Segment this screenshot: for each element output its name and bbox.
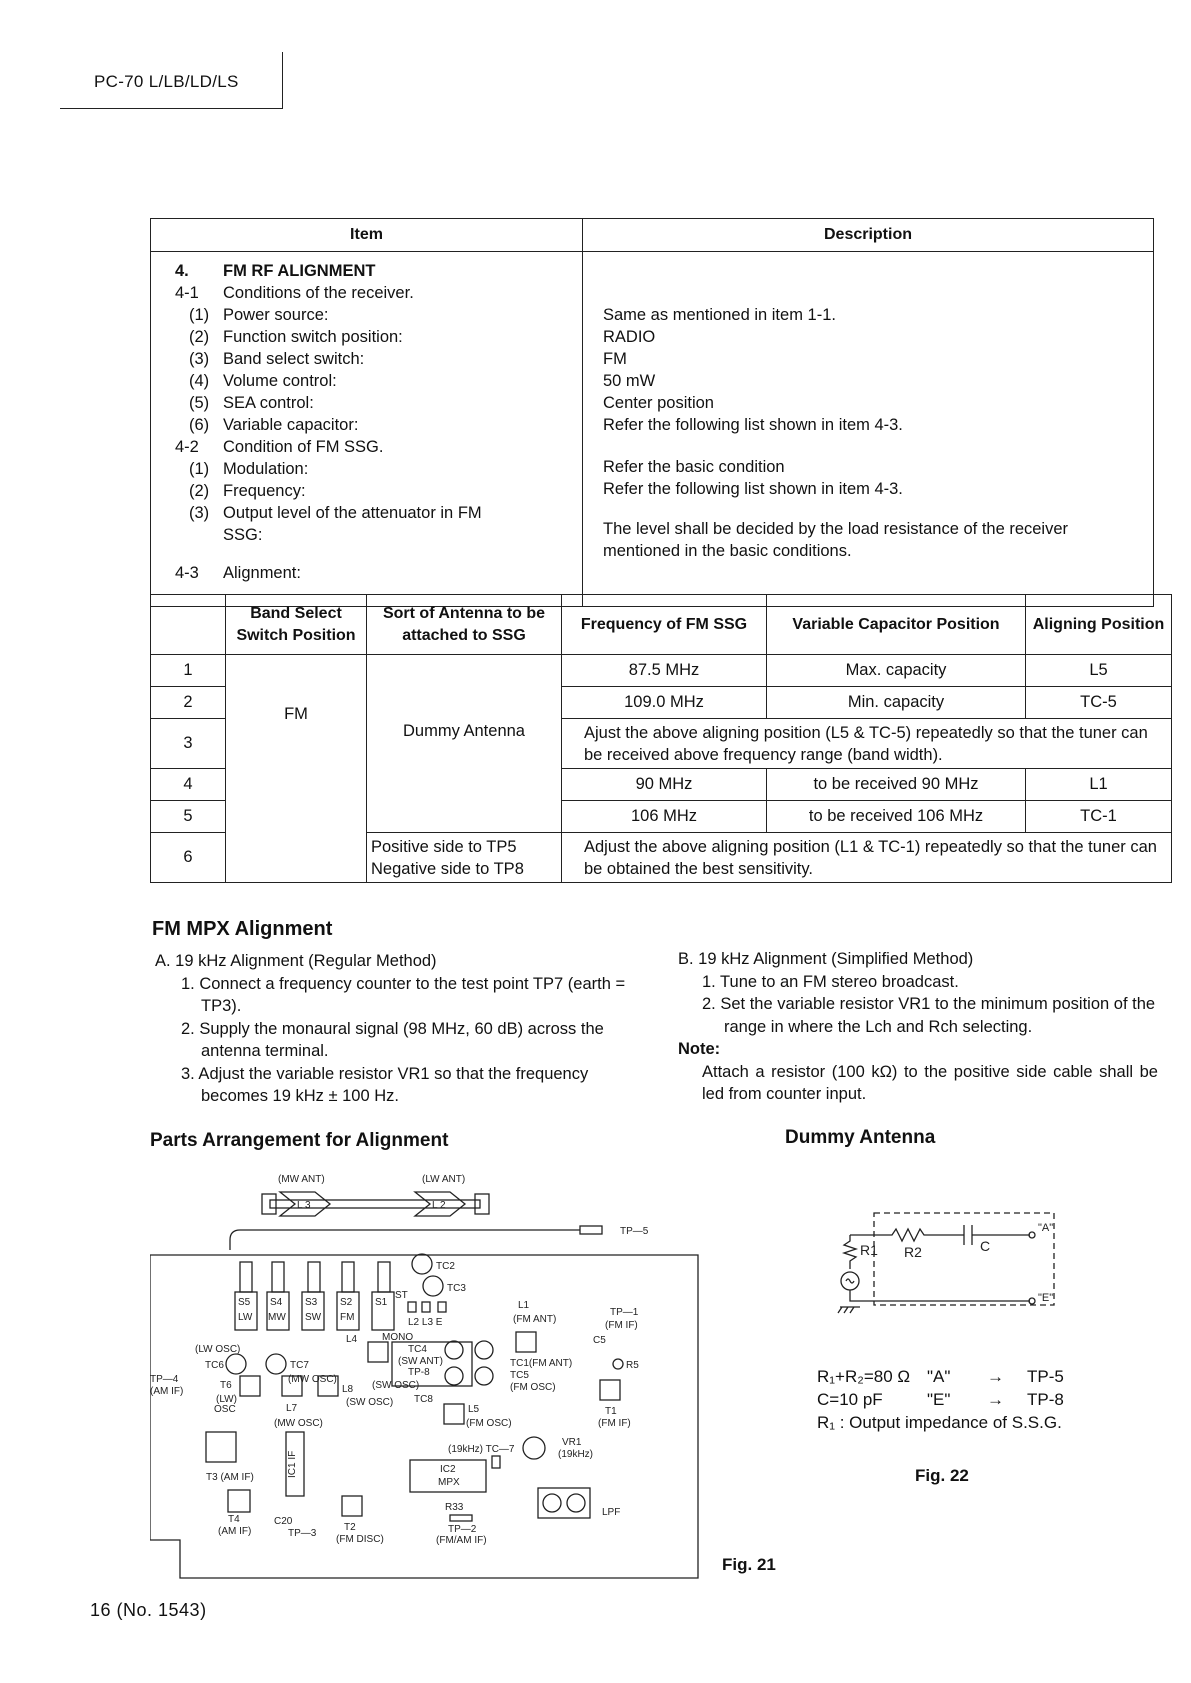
capacitor-value: to be received 106 MHz [767, 801, 1026, 833]
item-number: 4-2 [175, 438, 199, 456]
svg-text:VR1: VR1 [562, 1437, 582, 1448]
item-number: (4) [189, 372, 210, 390]
item-row [175, 414, 574, 436]
svg-text:(FM DISC): (FM DISC) [336, 1534, 384, 1545]
svg-text:(SW ANT): (SW ANT) [398, 1356, 443, 1367]
item-column-header: Item [151, 219, 583, 252]
regular-method-title: A. 19 kHz Alignment (Regular Method) [155, 952, 437, 970]
svg-text:OSC: OSC [214, 1404, 236, 1415]
svg-text:S5: S5 [238, 1297, 251, 1308]
item-label: Power source: [223, 306, 329, 324]
figure-22-label: Fig. 22 [915, 1466, 969, 1485]
description-line: FM [603, 350, 627, 368]
description-line: 50 mW [603, 372, 656, 390]
svg-text:MW: MW [268, 1312, 286, 1323]
figure-21-label: Fig. 21 [722, 1555, 776, 1574]
header-rule-vertical [282, 52, 283, 109]
section-title: FM RF ALIGNMENT [223, 262, 376, 280]
arrow-icon: → [987, 1367, 1004, 1386]
section-number: 4. [175, 262, 189, 280]
svg-text:T2: T2 [344, 1522, 356, 1533]
svg-text:L2 L3 E: L2 L3 E [408, 1317, 443, 1328]
item-number: (2) [189, 328, 210, 346]
description-line: Same as mentioned in item 1-1. [603, 306, 836, 324]
svg-text:S2: S2 [340, 1297, 353, 1308]
item-label: Modulation: [223, 460, 309, 478]
description-line [603, 436, 1145, 456]
item-label: Frequency: [223, 482, 306, 500]
fm-rf-alignment-table [150, 218, 1154, 607]
item-label: Variable capacitor: [223, 416, 359, 434]
svg-text:L 2: L 2 [432, 1200, 446, 1211]
description-line: The level shall be decided by the load resistance of the receiver mentioned in the basic conditions. [603, 520, 1069, 560]
svg-text:TP-8: TP-8 [408, 1367, 430, 1378]
frequency-value: 109.0 MHz [562, 687, 767, 719]
svg-text:(MW OSC): (MW OSC) [274, 1418, 323, 1429]
svg-text:"E": "E" [1038, 1292, 1054, 1304]
svg-text:TC7: TC7 [290, 1360, 309, 1371]
item-label: Conditions of the receiver. [223, 284, 414, 302]
svg-text:(FM IF): (FM IF) [598, 1418, 631, 1429]
item-label: SEA control: [223, 394, 314, 412]
svg-text:"A": "A" [1038, 1222, 1054, 1234]
svg-text:(FM ANT): (FM ANT) [513, 1314, 557, 1325]
item-list-cell [151, 252, 583, 607]
formula-left: C=10 pF [817, 1390, 883, 1409]
item-row [175, 524, 574, 546]
svg-text:T1: T1 [605, 1406, 617, 1417]
formula-terminal: "E" [927, 1390, 951, 1409]
svg-text:TC2: TC2 [436, 1261, 455, 1272]
item-number: (2) [189, 482, 210, 500]
item-row [175, 458, 574, 480]
regular-step: 3. Adjust the variable resistor VR1 so that the frequency becomes 19 kHz ± 100 Hz. [181, 1064, 589, 1105]
step-number: 1 [151, 655, 226, 687]
formula-line-2 [817, 1388, 1064, 1411]
svg-text:(MW OSC): (MW OSC) [288, 1374, 337, 1385]
frequency-value: 87.5 MHz [562, 655, 767, 687]
item-row [175, 326, 574, 348]
capacitor-value: Max. capacity [767, 655, 1026, 687]
description-line: Refer the following list shown in item 4-3. [603, 480, 903, 498]
item-row [175, 436, 574, 458]
simplified-step: 1. Tune to an FM stereo broadcast. [702, 972, 959, 991]
svg-text:S1: S1 [375, 1297, 388, 1308]
svg-text:TP—2: TP—2 [448, 1524, 477, 1535]
band-select-header: Band Select Switch Position [226, 595, 367, 655]
parts-arrangement-diagram [150, 1170, 710, 1595]
item-number: (3) [189, 504, 210, 522]
item-number: (5) [189, 394, 210, 412]
item-number: (6) [189, 416, 210, 434]
svg-text:(MW ANT): (MW ANT) [278, 1174, 325, 1185]
formula-line-1 [817, 1365, 1064, 1388]
svg-text:(FM/AM IF): (FM/AM IF) [436, 1535, 487, 1546]
svg-text:TC5: TC5 [510, 1370, 529, 1381]
svg-text:R1: R1 [860, 1242, 878, 1258]
aligning-position-header: Aligning Position [1026, 595, 1172, 655]
item-number [175, 524, 223, 546]
item-row [175, 562, 574, 584]
aligning-position-value: L5 [1026, 655, 1172, 687]
svg-text:TC1(FM ANT): TC1(FM ANT) [510, 1358, 573, 1369]
formula-terminal: "A" [927, 1367, 951, 1386]
step-number: 3 [151, 719, 226, 769]
item-label: Band select switch: [223, 350, 365, 368]
item-number: (3) [189, 350, 210, 368]
item-rows [175, 282, 574, 584]
item-label: Output level of the attenuator in FM [223, 504, 482, 522]
item-number: (1) [189, 306, 210, 324]
dummy-antenna-schematic [832, 1205, 1072, 1320]
frequency-header: Frequency of FM SSG [562, 595, 767, 655]
header-rule [60, 108, 282, 109]
item-label: Function switch position: [223, 328, 403, 346]
svg-text:TC4: TC4 [408, 1344, 427, 1355]
svg-text:ST: ST [395, 1290, 408, 1301]
step-note: Ajust the above aligning position (L5 & TC-5) repeatedly so that the tuner can be received above frequency range (band width). [562, 719, 1172, 769]
step-number: 4 [151, 769, 226, 801]
svg-text:S4: S4 [270, 1297, 283, 1308]
svg-text:(AM IF): (AM IF) [218, 1526, 252, 1537]
item-label: Condition of FM SSG. [223, 438, 384, 456]
item-row [175, 480, 574, 502]
item-label: Volume control: [223, 372, 337, 390]
step-number: 2 [151, 687, 226, 719]
svg-text:L4: L4 [346, 1334, 358, 1345]
description-column-header: Description [583, 219, 1154, 252]
svg-text:MPX: MPX [438, 1477, 460, 1488]
item-row [175, 282, 574, 304]
aligning-position-value: TC-1 [1026, 801, 1172, 833]
formula-target: TP-8 [1027, 1390, 1064, 1409]
description-line: Refer the following list shown in item 4-3. [603, 416, 903, 434]
antenna-header: Sort of Antenna to be attached to SSG [367, 595, 562, 655]
svg-text:FM: FM [340, 1312, 355, 1323]
item-number: 4-1 [175, 284, 199, 302]
svg-text:(LW OSC): (LW OSC) [195, 1344, 241, 1355]
svg-text:T4: T4 [228, 1514, 240, 1525]
capacitor-value: Min. capacity [767, 687, 1026, 719]
aligning-position-value: TC-5 [1026, 687, 1172, 719]
svg-text:(LW): (LW) [216, 1394, 237, 1405]
description-cell [583, 252, 1154, 607]
dummy-antenna-title: Dummy Antenna [785, 1127, 936, 1148]
frequency-value: 106 MHz [562, 801, 767, 833]
mpx-title: FM MPX Alignment [152, 918, 333, 940]
svg-text:(LW ANT): (LW ANT) [422, 1174, 466, 1185]
item-number: (1) [189, 460, 210, 478]
svg-text:(FM IF): (FM IF) [605, 1320, 638, 1331]
parts-title: Parts Arrangement for Alignment [150, 1130, 449, 1151]
svg-text:(FM OSC): (FM OSC) [466, 1418, 512, 1429]
svg-text:TP—5: TP—5 [620, 1226, 649, 1237]
antenna-polarity [367, 833, 562, 883]
svg-text:L1: L1 [518, 1300, 530, 1311]
svg-text:(19kHz): (19kHz) [558, 1449, 594, 1460]
svg-text:L 3: L 3 [297, 1200, 311, 1211]
svg-text:L8: L8 [342, 1384, 354, 1395]
svg-text:R5: R5 [626, 1360, 639, 1371]
svg-text:C20: C20 [274, 1516, 293, 1527]
svg-text:SW: SW [305, 1312, 322, 1323]
step-note: Adjust the above aligning position (L1 & TC-1) repeatedly so that the tuner can be obtained the best sensitivity. [562, 833, 1172, 883]
svg-text:(19kHz) TC—7: (19kHz) TC—7 [448, 1444, 515, 1455]
svg-text:TP—1: TP—1 [610, 1307, 639, 1318]
item-row [175, 304, 574, 326]
svg-text:MONO: MONO [382, 1332, 414, 1343]
svg-text:TC6: TC6 [205, 1360, 224, 1371]
svg-text:(AM IF): (AM IF) [150, 1386, 184, 1397]
svg-text:T6: T6 [220, 1380, 232, 1391]
mpx-simplified-method [678, 948, 1158, 1106]
aligning-position-value: L1 [1026, 769, 1172, 801]
arrow-icon: → [987, 1390, 1004, 1409]
simplified-step: 2. Set the variable resistor VR1 to the minimum position of the range in where the Lch and Rch selecting. [702, 995, 1156, 1036]
description-line: Center position [603, 394, 714, 412]
item-label: SSG: [223, 526, 263, 544]
regular-step: 2. Supply the monaural signal (98 MHz, 60 dB) across the antenna terminal. [181, 1019, 604, 1060]
document-model-header: PC-70 L/LB/LD/LS [94, 72, 239, 91]
formula-line-3: R₁ : Output impedance of S.S.G. [817, 1413, 1062, 1432]
band-select-value: FM [226, 655, 367, 883]
step-number: 5 [151, 801, 226, 833]
dummy-antenna-values [817, 1365, 1064, 1434]
simplified-method-title: B. 19 kHz Alignment (Simplified Method) [678, 950, 974, 968]
formula-left: R₁+R₂=80 Ω [817, 1367, 911, 1386]
page-footer: 16 (No. 1543) [90, 1600, 207, 1620]
note-text: Attach a resistor (100 kΩ) to the positive side cable shall be led from counter input. [702, 1062, 1158, 1103]
item-row [175, 392, 574, 414]
svg-text:TP—4: TP—4 [150, 1374, 179, 1385]
regular-step: 1. Connect a frequency counter to the test point TP7 (earth = TP3). [181, 974, 626, 1015]
antenna-positive: Positive side to TP5 [371, 837, 517, 856]
formula-target: TP-5 [1027, 1367, 1064, 1386]
step-header-blank [151, 595, 226, 655]
description-line: Refer the basic condition [603, 458, 785, 476]
antenna-negative: Negative side to TP8 [371, 859, 524, 878]
svg-text:TP—3: TP—3 [288, 1528, 317, 1539]
svg-text:(SW OSC): (SW OSC) [346, 1397, 394, 1408]
svg-text:IC1 IF: IC1 IF [287, 1450, 298, 1478]
svg-text:L5: L5 [468, 1404, 480, 1415]
svg-text:C5: C5 [593, 1335, 606, 1346]
item-row [175, 348, 574, 370]
note-label: Note: [678, 1040, 721, 1058]
svg-text:(FM OSC): (FM OSC) [510, 1382, 556, 1393]
item-row [175, 370, 574, 392]
mpx-regular-method [155, 950, 635, 1108]
step-number: 6 [151, 833, 226, 883]
section-heading [175, 260, 574, 282]
svg-text:TC8: TC8 [414, 1394, 433, 1405]
svg-text:L7: L7 [286, 1403, 298, 1414]
svg-text:R2: R2 [904, 1244, 922, 1260]
item-number: 4-3 [175, 564, 199, 582]
description-line: RADIO [603, 328, 656, 346]
svg-text:IC2: IC2 [440, 1464, 456, 1475]
frequency-value: 90 MHz [562, 769, 767, 801]
item-label: Alignment: [223, 564, 301, 582]
svg-text:R33: R33 [445, 1502, 464, 1513]
item-row [175, 502, 574, 524]
capacitor-value: to be received 90 MHz [767, 769, 1026, 801]
svg-text:LPF: LPF [602, 1507, 621, 1518]
svg-text:C: C [980, 1238, 991, 1254]
alignment-steps-table [150, 594, 1172, 883]
svg-text:(SW OSC): (SW OSC) [372, 1380, 420, 1391]
svg-text:S3: S3 [305, 1297, 318, 1308]
description-line [603, 500, 1145, 518]
svg-text:T3 (AM IF): T3 (AM IF) [206, 1472, 254, 1483]
description-rows [603, 304, 1145, 562]
capacitor-header: Variable Capacitor Position [767, 595, 1026, 655]
antenna-dummy: Dummy Antenna [367, 655, 562, 833]
svg-text:LW: LW [238, 1312, 253, 1323]
svg-text:TC3: TC3 [447, 1283, 466, 1294]
